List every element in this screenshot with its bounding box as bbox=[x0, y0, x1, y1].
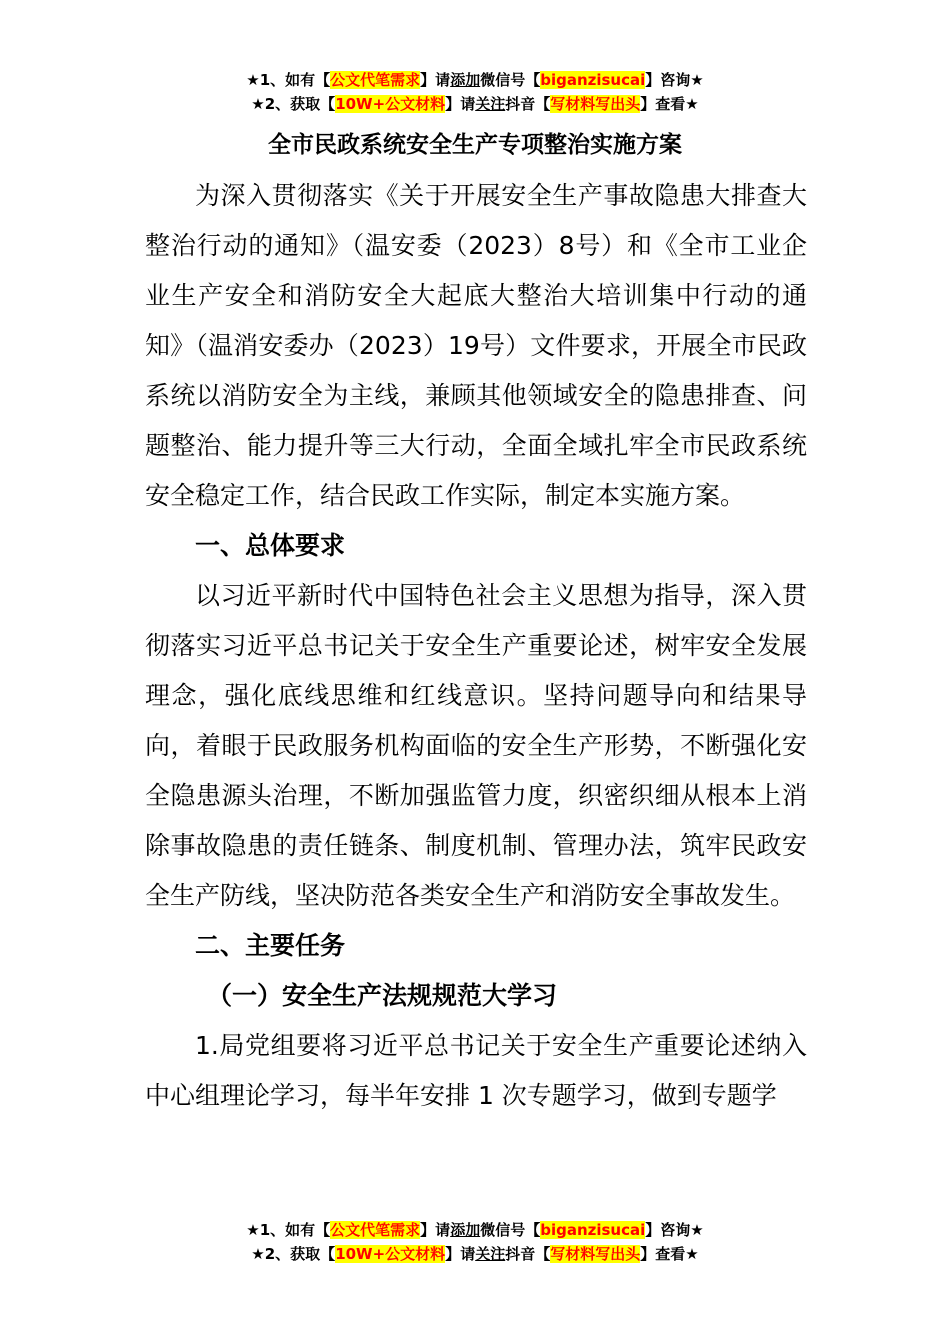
document-body bbox=[145, 171, 807, 1121]
item-1-paragraph: 1.局党组要将习近平总书记关于安全生产重要论述纳入中心组理论学习，每半年安排 1 次专题学习，做到专题学 bbox=[145, 1031, 807, 1110]
footer-banner bbox=[0, 1218, 950, 1266]
banner-text: 微信号【 bbox=[480, 71, 541, 89]
banner-text: 】咨询★ bbox=[645, 71, 704, 89]
banner-text: 】请 bbox=[445, 1245, 476, 1263]
banner-highlight: 写材料写出头 bbox=[550, 1245, 641, 1263]
banner-text: ★1、如有【 bbox=[246, 1221, 331, 1239]
banner-text: ★1、如有【 bbox=[246, 71, 331, 89]
subsection-1-heading: （一）安全生产法规规范大学习 bbox=[207, 981, 558, 1010]
banner-underline: 添加 bbox=[450, 71, 481, 89]
banner-text: 】咨询★ bbox=[645, 1221, 704, 1239]
banner-line-2 bbox=[0, 92, 950, 116]
banner-text: 】请 bbox=[420, 71, 451, 89]
section-2-heading: 二、主要任务 bbox=[195, 931, 346, 960]
banner-highlight: 公文代笔需求 bbox=[330, 1221, 421, 1239]
banner-highlight: 10W+公文材料 bbox=[335, 1245, 446, 1263]
section-1-heading: 一、总体要求 bbox=[195, 531, 346, 560]
banner-highlight: 公文代笔需求 bbox=[330, 71, 421, 89]
banner-text: ★2、获取【 bbox=[251, 1245, 336, 1263]
banner-text: 】查看★ bbox=[640, 95, 699, 113]
banner-line-2 bbox=[0, 1242, 950, 1266]
banner-text: 】查看★ bbox=[640, 1245, 699, 1263]
banner-text: 】请 bbox=[445, 95, 476, 113]
banner-text: ★2、获取【 bbox=[251, 95, 336, 113]
intro-paragraph: 为深入贯彻落实《关于开展安全生产事故隐患大排查大整治行动的通知》（温安委（2023）8号）和《全市工业企业生产安全和消防安全大起底大整治大培训集中行动的通知》（温消安委办（2023）19号）文件要求，开展全市民政系统以消防安全为主线，兼顾其他领域安全的隐患排查、问题整治、能力提升等三大行动，全面全域扎牢全市民政系统安全稳定工作，结合民政工作实际，制定本实施方案。 bbox=[145, 181, 807, 510]
banner-line-1 bbox=[0, 1218, 950, 1242]
banner-highlight: biganzisucai bbox=[540, 71, 646, 89]
banner-highlight: biganzisucai bbox=[540, 1221, 646, 1239]
banner-underline: 添加 bbox=[450, 1221, 481, 1239]
banner-text: 】请 bbox=[420, 1221, 451, 1239]
banner-text: 抖音【 bbox=[505, 1245, 551, 1263]
banner-highlight: 写材料写出头 bbox=[550, 95, 641, 113]
banner-highlight: 10W+公文材料 bbox=[335, 95, 446, 113]
banner-text: 微信号【 bbox=[480, 1221, 541, 1239]
document-title: 全市民政系统安全生产专项整治实施方案 bbox=[268, 132, 682, 158]
banner-underline: 关注 bbox=[475, 95, 506, 113]
banner-line-1 bbox=[0, 68, 950, 92]
banner-underline: 关注 bbox=[475, 1245, 506, 1263]
section-1-paragraph: 以习近平新时代中国特色社会主义思想为指导，深入贯彻落实习近平总书记关于安全生产重要论述，树牢安全发展理念，强化底线思维和红线意识。坚持问题导向和结果导向，着眼于民政服务机构面临的安全生产形势，不断强化安全隐患源头治理，不断加强监管力度，织密织细从根本上消除事故隐患的责任链条、制度机制、管理办法，筑牢民政安全生产防线，坚决防范各类安全生产和消防安全事故发生。 bbox=[145, 581, 807, 910]
header-banner bbox=[0, 68, 950, 116]
banner-text: 抖音【 bbox=[505, 95, 551, 113]
